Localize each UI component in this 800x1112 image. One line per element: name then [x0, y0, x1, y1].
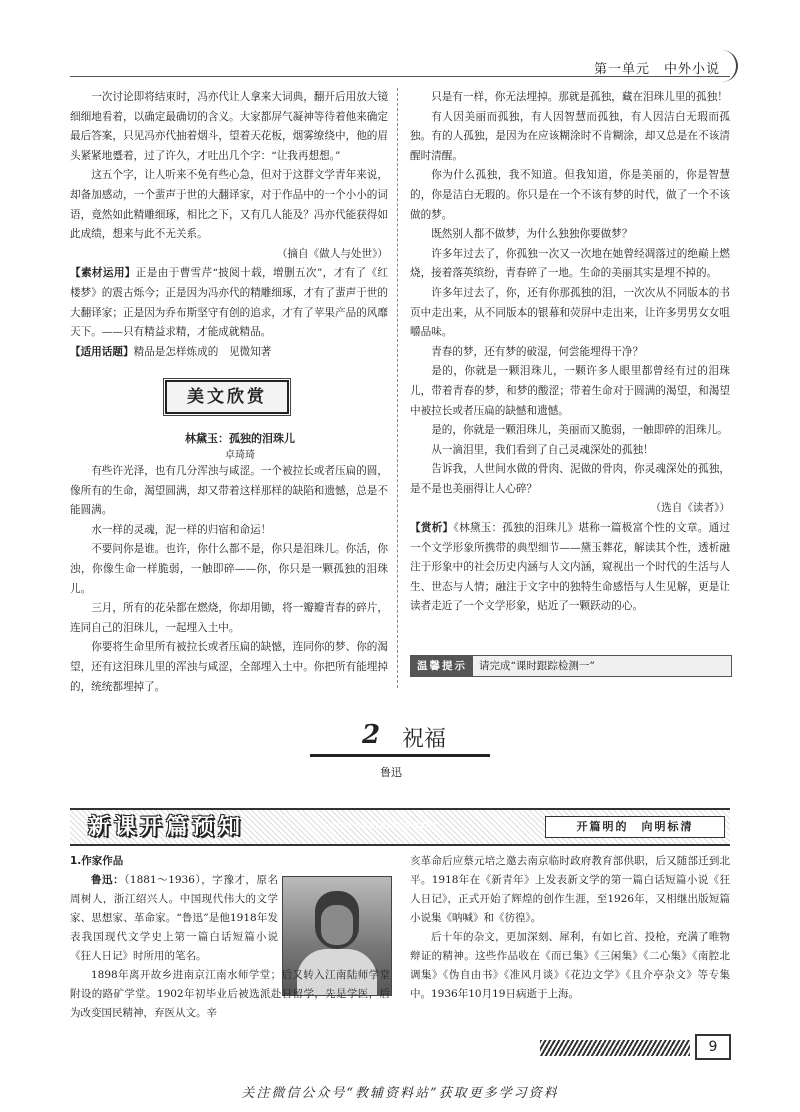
paragraph: 亥革命后应蔡元培之邀去南京临时政府教育部供职，后又随部迁到北平。1918年在《新青年》上发表新文学的第一篇白话短篇小说《狂人日记》，正式开始了辉煌的创作生涯，至1926年，又相继出版短篇小说集《呐喊》和《彷徨》。 — [410, 855, 730, 924]
hint-label: 温馨提示 — [411, 656, 473, 676]
paragraph: 许多年过去了，你孤独一次又一次地在她曾经凋落过的绝巅上燃烧，接着落英缤纷，青春碎了一地。生命的美丽其实是埋不掉的。 — [410, 247, 730, 280]
header-rule — [70, 76, 730, 77]
banner-pinyin: xinkekaipianyuzhi — [330, 820, 437, 831]
article-title: 林黛玉：孤独的泪珠儿 — [185, 432, 295, 445]
lesson-author: 鲁迅 — [380, 766, 402, 779]
lesson-underline — [310, 754, 490, 757]
banner-title: 新课开篇预知 — [88, 815, 245, 840]
appreciation — [410, 519, 730, 617]
paragraph: 既然别人都不做梦，为什么独独你要做梦？ — [431, 228, 633, 241]
topic-text: 精品是怎样炼成的 见微知著 — [133, 345, 272, 358]
right-column — [410, 88, 730, 617]
paragraph: 后十年的杂文，更加深刻、犀利，有如匕首、投枪，充满了唯物辩证的精神。这些作品收在《而已集》《三闲集》《二心集》《南腔北调集》《伪自由书》《准风月谈》《花边文学》《且介亭杂文》等专集中。1936年10月19日病逝于上海。 — [410, 931, 730, 1000]
paragraph: 只是有一样，你无法埋掉。那就是孤独，藏在泪珠儿里的孤独！ — [431, 91, 728, 103]
article-author: 卓琦琦 — [225, 450, 255, 461]
paragraph: 三月，所有的花朵都在燃烧，你却用锄，将一瓣瓣青春的碎片，连同自己的泪珠儿，一起埋入土中。 — [70, 602, 388, 634]
paragraph: 你要将生命里所有被拉长或者压扁的缺憾，连同你的梦、你的渴望，还有这泪珠儿里的浑浊与咸涩，全部埋入土中。你把所有能埋掉的，统统都埋掉了。 — [70, 641, 388, 693]
author-heading: 1.作家作品 — [70, 855, 124, 867]
paragraph: 这五个字，让人听来不免有些心急，但对于这群文学青年来说，却备加感动，一个蜚声于世的大翻译家，对于作品中的一个小小的词语，竟然如此精雕细琢，相比之下，又有几人能及？冯亦代能获得如此成绩，想来与此不无关系。 — [70, 169, 388, 241]
author-paragraph — [70, 871, 278, 966]
unit-header: 第一单元 中外小说 — [593, 62, 720, 77]
paragraph: 你为什么孤独，我不知道。但我知道，你是美丽的，你是智慧的，你是洁白无瑕的。你只是在一个不该有梦的时代，做了一个不该做的梦。 — [410, 169, 730, 221]
material-usage — [70, 264, 388, 342]
author-intro-top — [70, 852, 278, 966]
page-number: 9 — [695, 1034, 731, 1060]
author-intro-right — [410, 852, 730, 1004]
paragraph: 青春的梦，还有梦的破湿，何尝能埋得干净？ — [431, 345, 644, 358]
header-curve-decoration — [722, 50, 738, 82]
paragraph: 告诉我，人世间水做的骨肉、泥做的骨肉，你灵魂深处的孤独，是不是也美丽得让人心碎？ — [410, 463, 730, 495]
lesson-title: 祝福 — [402, 727, 447, 752]
lesson-number: 2 — [362, 720, 381, 750]
topic-usage — [70, 343, 388, 363]
paragraph: 从一滴泪里，我们看到了自己灵魂深处的孤独！ — [431, 443, 654, 456]
paragraph: 是的，你就是一颗泪珠儿，一颗许多人眼里都曾经有过的泪珠儿，带着青春的梦，和梦的酸涩；带着生命对于圆满的渴望，和渴望中被拉长或者压扁的缺憾和遗憾。 — [410, 365, 730, 417]
paragraph: 许多年过去了，你，还有你那孤独的泪，一次次从不同版本的书页中走出来，从不同版本的银幕和荧屏中走出来，让许多男男女女咀嚼品味。 — [410, 286, 730, 339]
footer-note: 关注微信公众号“教辅资料站”获取更多学习资料 — [241, 1086, 559, 1101]
source-note: （选自《读者》） — [650, 502, 730, 515]
paragraph: 有人因美丽而孤独，有人因智慧而孤独，有人因洁白无瑕而孤独。有的人孤独，是因为在应该糊涂时不肯糊涂，却又总是在不该清醒时清醒。 — [410, 110, 730, 162]
appreciation-tag: 【赏析】 — [410, 522, 454, 535]
column-divider — [397, 88, 398, 688]
author-name: 鲁迅： — [91, 874, 125, 886]
left-column — [70, 88, 388, 362]
page-number-bar — [540, 1040, 690, 1056]
paragraph: 是的，你就是一颗泪珠儿，美丽而又脆弱，一触即碎的泪珠儿。 — [431, 424, 728, 437]
material-tag: 【素材运用】 — [70, 267, 136, 280]
hint-text: 请完成“课时跟踪检测一” — [479, 660, 595, 672]
material-text: 正是由于曹雪芹“披阅十载，增删五次”，才有了《红楼梦》的震古烁今；正是因为冯亦代的精雕细琢，才有了蜚声于世的大翻译家；正是因为乔布斯坚守有创的追求，才有了苹果产品的风靡天下。——只有精益求精，才能成就精品。 — [70, 267, 388, 339]
section-title-box: 美文欣赏 — [165, 380, 289, 414]
author-intro-bottom — [70, 966, 390, 1023]
topic-tag: 【适用话题】 — [70, 345, 134, 358]
paragraph: 不要问你是谁。也许，你什么都不是，你只是泪珠儿。你活，你浊，你像生命一样脆弱，一触即碎——你，你只是一颗孤独的泪珠儿。 — [70, 543, 388, 595]
source-note: （摘自《做人与处世》） — [276, 247, 388, 260]
paragraph: 一次讨论即将结束时，冯亦代让人拿来大词典，翻开后用放大镜细细地看着，以确定最确切的含义。大家都屏气凝神等待着他来确定最后答案，只见冯亦代抽着烟斗，望着天花板，烟雾缭绕中，他的眉头紧紧地蹙着，过了许久，才吐出几个字：“让我再想想。” — [70, 91, 388, 162]
paragraph: 有些许光泽，也有几分浑浊与咸涩。一个被拉长或者压扁的圆，像所有的生命，渴望圆满，却又带着这样那样的缺陷和遗憾，总是不能圆满。 — [70, 465, 388, 517]
paragraph: 水一样的灵魂，泥一样的归宿和命运！ — [91, 523, 272, 536]
article-body — [70, 462, 388, 697]
hint-box — [410, 655, 732, 677]
author-bio: （1881～1936），字豫才，原名周树人，浙江绍兴人。中国现代伟大的文学家、思想家、革命家。“鲁迅”是他1918年发表我国现代文学史上第一篇白话短篇小说《狂人日记》时所用的笔名。 — [70, 874, 278, 962]
banner-subtitle: 开篇明的 向明标清 — [545, 816, 725, 838]
appreciation-text: 《林黛玉：孤独的泪珠儿》堪称一篇极富个性的文章。通过一个文学形象所携带的典型细节——黛玉葬花，解读其个性，透析融注于形象中的社会历史内涵与人文内涵，窥视出一个时代的生活与人生、世态与人情；融注于文字中的独特生命感悟与人生见解，更是让读者走近了一个文学形象，贴近了一颗跃动的心。 — [410, 522, 731, 613]
paragraph: 1898年离开故乡进南京江南水师学堂；后又转入江南陆师学堂附设的路矿学堂。1902年初毕业后被选派赴日留学，先是学医，后为改变国民精神，弃医从文。辛 — [70, 969, 390, 1019]
